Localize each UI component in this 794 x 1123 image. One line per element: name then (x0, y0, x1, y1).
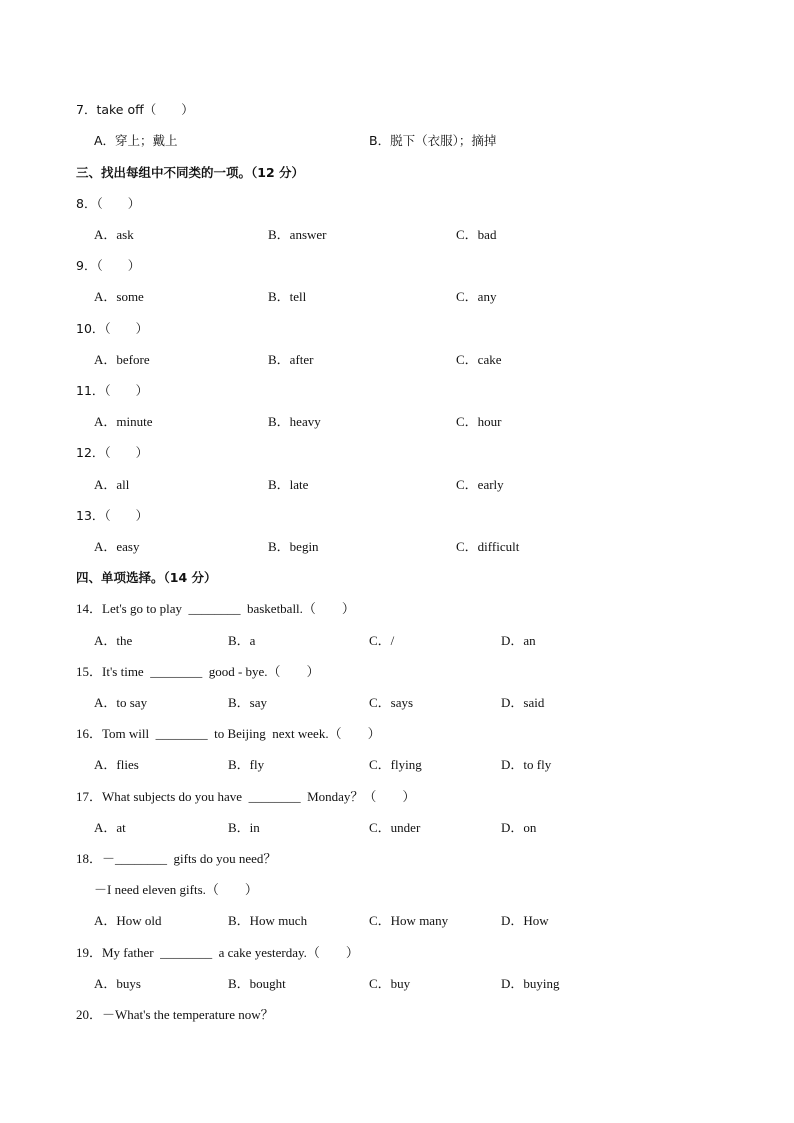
question-13-option-b[interactable]: B．begin (268, 539, 319, 554)
question-12-stem: 12．（ ） (76, 445, 149, 460)
section-4-heading: 四、单项选择。（14 分） (76, 570, 217, 585)
question-12-option-a[interactable]: A．all (94, 477, 130, 492)
question-16-option-d[interactable]: D．to fly (501, 757, 552, 772)
question-10-option-b[interactable]: B．after (268, 352, 314, 367)
question-8-stem: 8．（ ） (76, 196, 141, 211)
question-11-option-b[interactable]: B．heavy (268, 414, 321, 429)
question-13-option-a[interactable]: A．easy (94, 539, 140, 554)
question-17-option-b[interactable]: B．in (228, 820, 260, 835)
question-18-option-c[interactable]: C．How many (369, 913, 449, 928)
question-15-stem: 15．It's time ________ good - bye.（ ） (76, 664, 320, 679)
question-7-option-a[interactable]: A．穿上；戴上 (94, 133, 178, 148)
question-18-option-b[interactable]: B．How much (228, 913, 308, 928)
question-14-stem: 14．Let's go to play ________ basketball.（ ） (76, 601, 355, 616)
question-17-option-c[interactable]: C．under (369, 820, 421, 835)
question-12-option-c[interactable]: C．early (456, 477, 504, 492)
question-11-option-a[interactable]: A．minute (94, 414, 153, 429)
question-10-option-a[interactable]: A．before (94, 352, 150, 367)
question-11-stem: 11．（ ） (76, 383, 149, 398)
question-14-option-b[interactable]: B．a (228, 633, 256, 648)
question-19-option-a[interactable]: A．buys (94, 976, 141, 991)
question-12-option-b[interactable]: B．late (268, 477, 309, 492)
question-8-option-a[interactable]: A．ask (94, 227, 134, 242)
question-20-stem: 20．－What's the temperature now？ (76, 1007, 274, 1022)
question-16-stem: 16．Tom will ________ to Beijing next week.（ ） (76, 726, 381, 741)
question-13-stem: 13．（ ） (76, 508, 149, 523)
question-9-option-a[interactable]: A．some (94, 289, 144, 304)
question-18-reply: －I need eleven gifts.（ ） (94, 882, 258, 897)
question-15-option-a[interactable]: A．to say (94, 695, 148, 710)
question-19-option-c[interactable]: C．buy (369, 976, 411, 991)
question-15-option-c[interactable]: C．says (369, 695, 414, 710)
question-10-option-c[interactable]: C．cake (456, 352, 502, 367)
question-17-option-a[interactable]: A．at (94, 820, 126, 835)
section-3-heading: 三、找出每组中不同类的一项。（12 分） (76, 165, 304, 180)
question-7-stem: 7．take off（ ） (76, 102, 194, 117)
question-14-option-c[interactable]: C．/ (369, 633, 395, 648)
question-14-option-d[interactable]: D．an (501, 633, 536, 648)
question-16-option-b[interactable]: B．fly (228, 757, 265, 772)
question-16-option-c[interactable]: C．flying (369, 757, 422, 772)
question-18-stem: 18．－________ gifts do you need？ (76, 851, 277, 866)
question-19-option-d[interactable]: D．buying (501, 976, 560, 991)
question-11-option-c[interactable]: C．hour (456, 414, 502, 429)
question-17-option-d[interactable]: D．on (501, 820, 537, 835)
question-19-option-b[interactable]: B．bought (228, 976, 286, 991)
question-7-option-b[interactable]: B．脱下（衣服）；摘掉 (369, 133, 497, 148)
question-8-option-b[interactable]: B．answer (268, 227, 327, 242)
question-18-option-d[interactable]: D．How (501, 913, 549, 928)
question-16-option-a[interactable]: A．flies (94, 757, 139, 772)
question-19-stem: 19．My father ________ a cake yesterday.（ ） (76, 945, 359, 960)
question-8-option-c[interactable]: C．bad (456, 227, 497, 242)
question-9-option-b[interactable]: B．tell (268, 289, 307, 304)
question-9-stem: 9．（ ） (76, 258, 141, 273)
question-14-option-a[interactable]: A．the (94, 633, 133, 648)
question-10-stem: 10．（ ） (76, 321, 149, 336)
question-15-option-d[interactable]: D．said (501, 695, 545, 710)
question-15-option-b[interactable]: B．say (228, 695, 268, 710)
question-9-option-c[interactable]: C．any (456, 289, 497, 304)
question-18-option-a[interactable]: A．How old (94, 913, 162, 928)
question-17-stem: 17．What subjects do you have ________ Monday？（ ） (76, 789, 416, 804)
question-13-option-c[interactable]: C．difficult (456, 539, 520, 554)
